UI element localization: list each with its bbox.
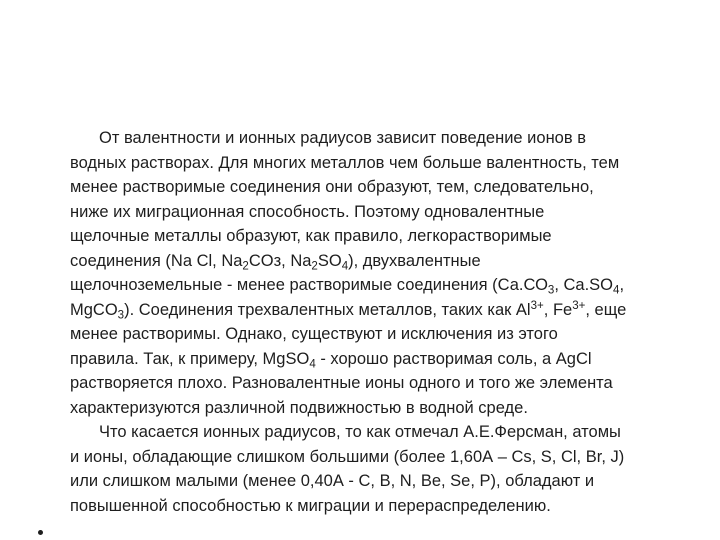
text-run: Что касается ионных радиусов, то как отмечал А.Е.Ферсман, атомы [99, 423, 621, 441]
superscript: 3+ [572, 299, 586, 312]
text-line [70, 420, 680, 445]
text-line [70, 151, 680, 176]
subscript: 3 [547, 284, 555, 297]
text-line [70, 298, 680, 323]
text-line [70, 175, 680, 200]
text-run: растворяется плохо. Разновалентные ионы одного и того же элемента [70, 374, 613, 392]
superscript: 3+ [530, 299, 544, 312]
text-run: соединения (Na Cl, Na [70, 251, 243, 270]
text-line [70, 494, 680, 519]
text-run: , Fe [543, 300, 573, 319]
text-run: ниже их миграционная способность. Поэтому одновалентные [70, 202, 545, 221]
text-line [70, 322, 680, 347]
text-run: - хорошо растворимая соль, а AgCl [315, 349, 592, 368]
text-line [70, 126, 680, 151]
paragraph-valence [70, 126, 680, 420]
subscript: 4 [613, 284, 620, 297]
text-run: COз, Na [248, 251, 312, 270]
text-line [70, 371, 680, 396]
text-run: , [619, 276, 625, 294]
text-run: щелочноземельные - менее растворимые соединения (Са.СО [70, 276, 548, 294]
text-line [70, 396, 680, 421]
text-run: правила. Так, к примеру, MgSO [70, 349, 310, 368]
paragraph-ionic-radii [70, 420, 680, 518]
text-line [70, 200, 680, 225]
text-line [70, 249, 680, 274]
text-run: SO [317, 251, 342, 270]
text-run: , еще [585, 300, 627, 319]
text-run: повышенной способностью к миграции и перераспределению. [70, 496, 551, 515]
text-line [70, 469, 680, 494]
text-run: MgCO [70, 300, 118, 319]
text-run: щелочные металлы образуют, как правило, легкорастворимые [70, 227, 552, 245]
text-run: ). Соединения трехвалентных металлов, таких как Al [124, 300, 531, 319]
text-line [70, 347, 680, 372]
text-run: характеризуются различной подвижностью в водной среде. [70, 398, 528, 417]
text-run: От валентности и ионных радиусов зависит поведение ионов в [99, 129, 586, 147]
subscript: 4 [341, 259, 349, 272]
text-line [70, 445, 680, 470]
text-line [70, 273, 680, 298]
text-run: водных растворах. Для многих металлов чем больше валентность, тем [70, 153, 620, 172]
subscript: 4 [309, 357, 316, 370]
subscript: 2 [242, 259, 249, 272]
text-run: и ионы, обладающие слишком большими (более 1,60А – Cs, S, Cl, Br, J) [70, 447, 625, 466]
text-run: ), двухвалентные [348, 251, 481, 270]
subscript: 2 [311, 259, 318, 272]
text-run: , Ca.SO [554, 276, 614, 294]
text-line [70, 224, 680, 249]
text-run: или слишком малыми (менее 0,40А - C, B, N, Be, Se, P), обладают и [70, 472, 595, 490]
text-body [70, 126, 680, 518]
text-run: менее растворимы. Однако, существуют и исключения из этого [70, 325, 558, 343]
subscript: 3 [117, 308, 125, 321]
text-run: менее растворимые соединения они образуют, тем, следовательно, [70, 178, 594, 196]
bullet-dot [38, 530, 43, 535]
